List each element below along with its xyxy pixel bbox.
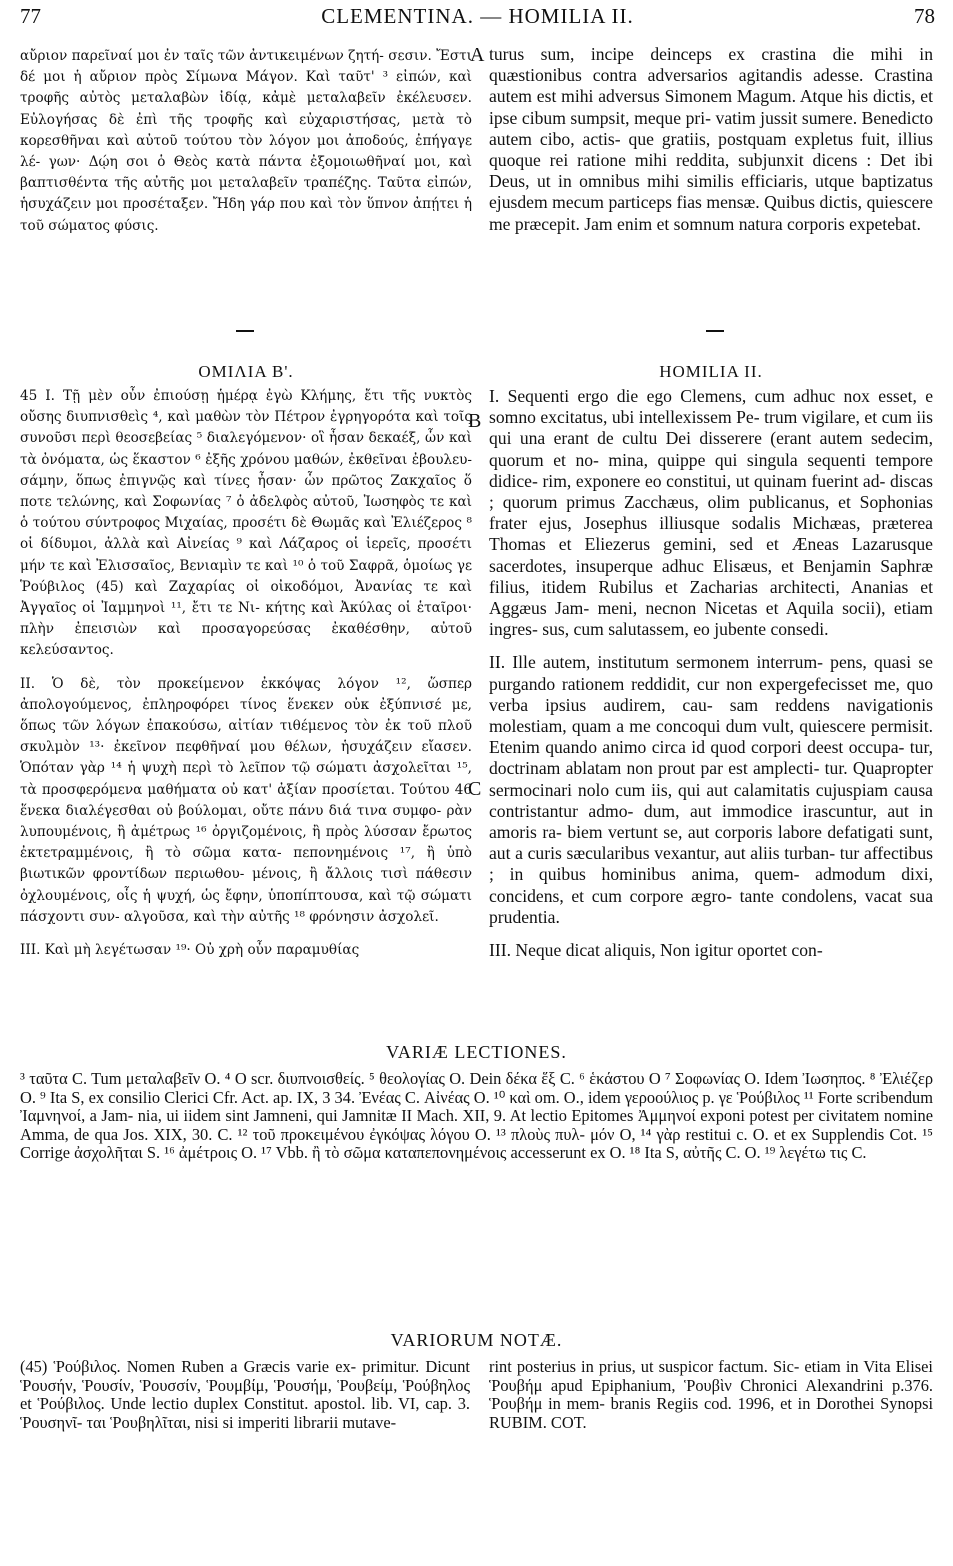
running-header <box>20 4 935 34</box>
top-latin-paragraph: turus sum, incipe deinceps ex crastina die mihi in quæstionibus contra adversarios agitandis adesse. Crastina autem est mihi adversus Simonem Magum. Atque his dictis, et ipse cibum sumpsit, meque pri- vatim jussit sumere. Benedicto autem cibo, actis- que gratiis, postquam expletus fuit, illius quoque rei ratione mihi reddita, subjunxit dicens : Det ibi Deus, ut in omnibus mihi similis efficiaris, utque baptizatus ejusdem mecum particeps fias mensæ. Quibus dictis, quiescere me præcepit. Jam enim et somnum natura corporis expetebat. <box>489 44 933 234</box>
page-number-left: 77 <box>20 4 41 28</box>
variorum-notae-heading: VARIORUM NOTÆ. <box>390 1330 563 1350</box>
latin-divider <box>706 330 724 332</box>
running-title: CLEMENTINA. — HOMILIA II. <box>321 4 634 28</box>
greek-paragraph-1: 45 Ι. Τῇ μὲν οὖν ἐπιούσῃ ἡμέρᾳ ἐγὼ Κλήμης, ἔτι τῆς νυκτὸς οὔσης διυπνισθεὶς ⁴, καὶ μαθὼν τὸν Πέτρον ἐγρηγορότα καὶ τοῖς συνοῦσι περὶ θεοσεβείας ⁵ διαλεγόμενον· οἳ ἦσαν δεκαέξ, ὧν καὶ τὰ ὀνόματα, ὡς ἕκαστον ⁶ ἐξῆς χρόνου μαθών, ἐκθεῖναι ἐβουλευ- σάμην, ὅπως ἐπιγνῷς καὶ τίνες ἦσαν· ὧν πρῶτος Ζακχαῖος ὅ ποτε τελώνης, καὶ Σοφωνίας ⁷ ὁ ἀδελφὸς αὐτοῦ, Ἰωσηφὸς τε καὶ ὁ τούτου σύντροφος Μιχαίας, προσέτι δὲ Θωμᾶς καὶ Ἐλιέζερος ⁸ οἱ δίδυμοι, ἀλλὰ καὶ Αἰνείας ⁹ καὶ Λάζαρος οἱ ἱερεῖς, προσέτι μήν τε καὶ Ἐλισσαῖος, Βενιαμὶν τε καὶ ¹⁰ ὁ τοῦ Σαφρᾶ, ὁμοίως γε Ῥούβιλος (45) καὶ Ζαχαρίας οἱ οἰκοδόμοι, Ἀνανίας τε καὶ Ἀγγαῖος οἱ Ἰαμμηνοὶ ¹¹, ἔτι τε Νι- κήτης καὶ Ἀκύλας οἱ ἑταῖροι· πλὴν ἐπεισιὼν καὶ προσαγορεύσας ἐκαθέσθην, αὐτοῦ κελεύσαντος. <box>20 388 472 659</box>
variae-lectiones-heading: VARIÆ LECTIONES. <box>386 1042 567 1062</box>
latin-paragraph-2: II. Ille autem, institutum sermonem interrum- pens, quasi se purgando rationem reddidit, cur non expergefecisset me, quo verba ipsius audirem, cau- sam reddens navigationis molestiam, quam a me concoqui dum vult, quiescere permisit. Etenim quando animo circa id quod corpori deest occupa- tur, doctrinam ablatam non prout par est amplecti- tur. Quapropter sermocinari nolo cum iis, qui aut calamitatis cujuspiam causa contristantur admo- dum, aut immodice irascuntur, aut in amoris ra- biem vertunt se, aut corporis labore defatigati sunt, aut a curis sæcularibus vexantur, aut aliis turban- tur affectibus ; in quibus hominibus anima, quem- admodum dixi, concidens, et cum corpore ægro- tante condolens, vacat sua prudentia. <box>489 652 933 927</box>
greek-homily-title: ΟΜΙΛΙΑ Β'. <box>198 362 294 381</box>
top-greek-paragraph: αὔριον παρεῖναί μοι ἐν ταῖς τῶν ἀντικειμένων ζητή- σεσιν. Ἔστι δέ μοι ἡ αὔριον πρὸς Σίμωνα Μάγον. Καὶ ταῦτ' ³ εἰπών, καὶ τροφῆς αὐτὸς μεταλαβὼν ἰδίᾳ, κἀμὲ μεταλαβεῖν ἐκέλευσεν. Εὐλογήσας δὲ ἐπὶ τῆς τροφῆς καὶ εὐχαριστήσας, μετὰ τὸ κορεσθῆναι καὶ αὐτοῦ τούτου τὸν λόγον μοι ἀποδούς, ἐπήγαγε λέ- γων· Δῴη σοι ὁ Θεὸς κατὰ πάντα ἐξομοιωθῆναί μοι, καὶ βαπτισθέντα τῆς αὐτῆς μοι μεταλαβεῖν τραπέζης. Ταῦτα εἰπών, ἡσυχάζειν μοι προσέταξεν. Ἤδη γάρ που καὶ τὸν ὕπνον ἀπῄτει ἡ τοῦ σώματος φύσις. <box>20 48 472 234</box>
greek-paragraph-2: ΙΙ. Ὁ δὲ, τὸν προκείμενον ἐκκόψας λόγον ¹², ὥσπερ ἀπολογούμενος, ἐπληροφόρει τίνος ἕνεκεν οὐκ ἐξύπνισέ με, ὅπως τῶν λόγων ἐπακούσω, αἰτίαν τιθέμενος τὸν ἐκ τοῦ πλοῦ σκυλμὸν ¹³· ἐκεῖνον πεφθῆναί μου θέλων, ἡσυχάζειν εἴασεν. Ὁπόταν γὰρ ¹⁴ ἡ ψυχὴ περὶ τὸ λεῖπον τῷ σώματι ἀσχολεῖται ¹⁵, τὰ προσφερόμενα μαθήματα οὐ κατ' ἀξίαν προσίεται. Τούτου 46 ἕνεκα διαλέγεσθαι οὐ βούλομαι, οὔτε πάνυ διά τινα συμφο- ρὰν λυπουμένοις, ἢ ἀμέτρως ¹⁶ ὀργιζομένοις, ἢ πρὸς λύσσαν ἔρωτος ἐκτετραμμένοις, ἢ τὸ σῶμα κατα- πεπονημένοις ¹⁷, ἢ ὑπὸ βιωτικῶν φροντίδων περιωθου- μένοις, ἢ ἄλλοις τισὶ πάθεσιν ὀχλουμένοις, οἷς ἡ ψυχή, ὡς ἔφην, ὑποπίπτουσα, καὶ τῷ σώματι πάσχοντι συν- αλγοῦσα, καὶ τὴν αὐτῆς ¹⁸ φρόνησιν ἀσχολεῖ. <box>20 675 472 925</box>
variae-lectiones-text: ³ ταῦτα C. Tum μεταλαβεῖν O. ⁴ O scr. διυπνοισθείς. ⁵ θεολογίας O. Dein δέκα ἕξ C. ⁶ ἑκάστου O ⁷ Σοφωνίας O. Idem Ἰωσηπος. ⁸ Ἐλιέζερ O. ⁹ Ita S, ex consilio Clerici Cfr. Act. ap. IX, 3 34. Ἐνέας C. Αἰνέας O. ¹⁰ καὶ om. O., idem γεροούλιος p. γε Ῥούβιλος ¹¹ Forte scribendum Ἰαμνηνοί, a Jam- nia, ui iidem sint Jamneni, qui Jamnitæ II Mach. XII, 9. At lectio Epitomes Ἀμμηνοί exponi potest per civitatem nomine Amma, de qua Jos. XIX, 30. C. ¹² τοῦ προκειμένου ἐγκόψας λόγου O. ¹³ πλοὺς πυλ- μόν O, ¹⁴ γὰρ restitui c. O. et ex Supplendis Cot. ¹⁵ Corrige ἀσχολῆται S. ¹⁶ ἀμέτροις O. ¹⁷ Vbb. ἢ τὸ σῶμα καταπεπονημένοις accesserunt ex O. ¹⁸ Ita S, αὐτῆς C. O. ¹⁹ λεγέτω τις C. <box>20 1070 933 1163</box>
top-greek-column <box>20 46 472 296</box>
page-number-right: 78 <box>914 4 935 28</box>
latin-homily-title: HOMILIA II. <box>659 362 763 381</box>
latin-paragraph-3: III. Neque dicat aliquis, Non igitur oportet con- <box>489 940 823 961</box>
margin-letter-a: A <box>470 44 485 66</box>
margin-letter-c: C <box>468 778 482 800</box>
notae-left-column: (45) Ῥούβιλος. Nomen Ruben a Græcis varie ex- primitur. Dicunt Ῥουσήν, Ῥουσίν, Ῥουσσίν, Ῥουμβίμ, Ῥουσήμ, Ῥουβείμ, Ῥούβηλος et Ῥούβιλος. Unde lectio duplex Constitut. apostol. lib. VI, cap. 3. Ῥουσηνῖ- ται Ῥουβηλῖται, nisi si imperiti librarii mutave- <box>20 1358 470 1432</box>
greek-divider <box>236 330 254 332</box>
notae-right-column: rint posterius in prius, ut suspicor factum. Sic- etiam in Vita Elisei Ῥουβήμ apud Epiphanium, Ῥουβὶν Chronici Alexandrini p.376. Ῥουβήμ in mem- branis Regiis cod. 1996, et in Dorothei Synopsi RUBIM. COT. <box>489 1358 933 1432</box>
latin-paragraph-1: I. Sequenti ergo die ego Clemens, cum adhuc nox esset, e somno excitatus, ubi intellexissem Pe- trum vigilare, et cum iis qui una erant de cultu Dei disserere (erant autem sedecim, quorum et no- mina, quippe qui singula sequenti tempore didice- rim, exponere eo constitui, ut quinam fuerint ad- discas ; quorum primus Zacchæus, olim publicanus, et Sophonias frater ejus, Josephus illiusque sodalis Michæas, præterea Thomas et Eliezerus gemini, sed et Æneas Lazarusque sacerdotes, insuperque adhuc Elisæus, et Benjamin Saphræ filius, itidem Rubilus et Zacharias architecti, Ananias et Aggæus Jam- meni, necnon Nicetas et Aquila socii), etiam ingres- sus, cum salutassem, eo jubente consedi. <box>489 386 933 640</box>
greek-paragraph-3: ΙΙΙ. Καὶ μὴ λεγέτωσαν ¹⁹· Οὐ χρὴ οὖν παραμυθίας <box>20 942 360 959</box>
margin-letter-b: B <box>468 410 482 432</box>
homily-latin-column <box>489 386 933 1031</box>
homily-greek-column <box>20 386 472 1031</box>
top-latin-column <box>489 44 933 314</box>
